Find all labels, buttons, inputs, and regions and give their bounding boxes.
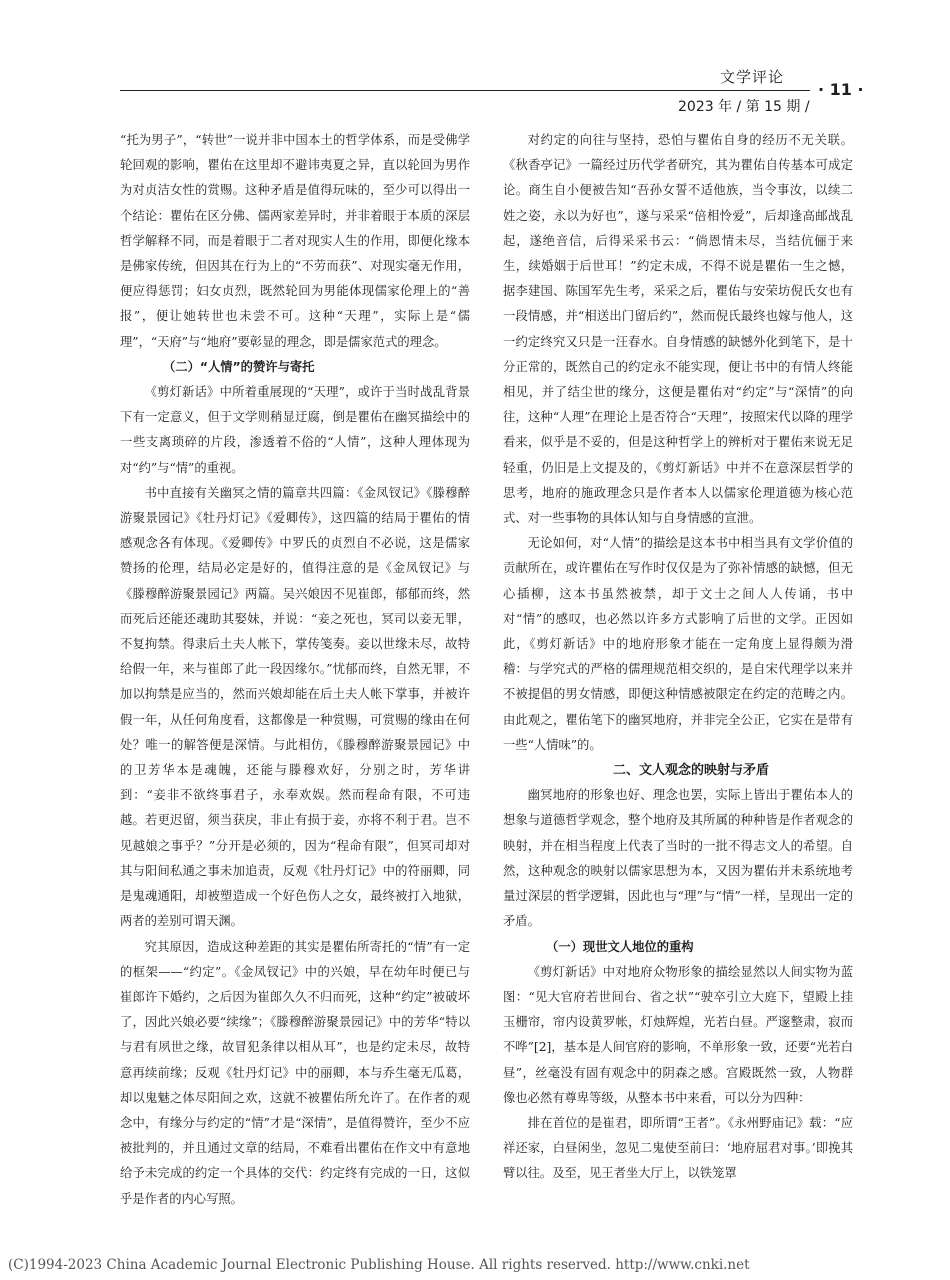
copyright-footer: (C)1994-2023 China Academic Journal Electronic Publishing House. All rights reserved. http://www.cnki.net	[8, 1257, 750, 1273]
right-column	[503, 128, 853, 1187]
page-header	[0, 0, 950, 120]
paragraph: 幽冥地府的形象也好、理念也罢，实际上皆出于瞿佑本人的想象与道德哲学观念，整个地府及其所属的种种皆是作者观念的映射，并在相当程度上代表了当时的一批不得志文人的希望。自然，这种观念的映射以儒家思想为本，又因为瞿佑并未系统地考量过深层的哲学逻辑，因此也与“理”与“情”一样，呈现出一定的矛盾。	[503, 788, 853, 929]
paragraph: 无论如何，对“人情”的描绘是这本书中相当具有文学价值的贡献所在，或许瞿佑在写作时仅仅是为了弥补情感的缺憾，但无心插柳，这本书虽然被禁，却于文士之间人人传诵，书中对“情”的感叹，也必然以许多方式影响了后世的文学。正因如此，《剪灯新话》中的地府形象才能在一定角度上显得颇为滑稽：与学究式的严格的儒理规范相交织的，是自宋代理学以来并不被提倡的男女情感，即便这种情感被限定在约定的范畴之内。由此观之，瞿佑笔下的幽冥地府，并非完全公正，它实在是带有一些“人情味”的。	[503, 536, 853, 752]
paragraph: 书中直接有关幽冥之情的篇章共四篇：《金凤钗记》《滕穆醉游聚景园记》《牡丹灯记》《爱卿传》，这四篇的结局于瞿佑的情感观念各有体现。《爱卿传》中罗氏的贞烈自不必说，这是儒家赞扬的伦理，结局必定是好的，值得注意的是《金凤钗记》与《滕穆醉游聚景园记》两篇。吴兴娘因不见崔郎，郁郁而终，然而死后还能还魂助其娶妹，并说：“妾之死也，冥司以妾无罪，不复拘禁。得隶后土夫人帐下，掌传笺奏。妾以世缘未尽，故特给假一年，来与崔郎了此一段因缘尔。”忧郁而终，自然无罪，不加以拘禁是应当的，然而兴娘却能在后土夫人帐下掌事，并被许假一年，从任何角度看，这都像是一种赏赐，可赏赐的缘由在何处？唯一的解答便是深情。与此相仿，《滕穆醉游聚景园记》中的卫芳华本是魂魄，还能与滕穆欢好，分别之时，芳华讲到：“妾非不欲终事君子，永奉欢娱。然而程命有限，不可违越。若更迟留，须当获戾，非止有损于妾，亦将不利于君。岂不见越娘之事乎？”分开是必须的，因为“程命有限”，但冥司却对其与阳间私通之事未加追责，反观《牡丹灯记》中的符丽卿，同是鬼魂通阳，却被塑造成一个好色伤人之女，最终被打入地狱，两者的差别可谓天渊。	[120, 485, 470, 929]
paragraph: 《剪灯新话》中所着重展现的“天理”，或许于当时战乱背景下有一定意义，但于文学则稍显迂腐，倒是瞿佑在幽冥描绘中的一些支离琐碎的片段，渗透着不俗的“人情”，这种人理体现为对“约”与“情”的重视。	[120, 385, 470, 475]
left-column	[120, 128, 470, 1212]
paragraph: 排在首位的是崔君，即所谓“王者”。《永州野庙记》载：“应祥还家，白昼闲坐，忽见二鬼使至前曰：‘地府屈君对事。’即挽其臂以往。及至，见王者坐大厅上，以铁笼罩	[503, 1115, 853, 1181]
paragraph: 《剪灯新话》中对地府众物形象的描绘显然以人间实物为蓝图：“见大官府若世间台、省之状”“驶卒引立大庭下，望殿上挂玉栅帘，帘内设黄罗帐，灯烛辉煌，光若白昼。严邃整肃，寂而不哗”[2]，基本是人间官府的影响，不单形象一致，还要“光若白昼”，丝毫没有固有观念中的阴森之感。宫殿既然一致，人物群像也必然有尊卑等级，从整本书中来看，可以分为四种：	[503, 964, 853, 1105]
journal-title: 文学评论	[720, 68, 785, 86]
section-heading: 二、文人观念的映射与矛盾	[612, 763, 769, 779]
subsection-heading: （一）现世文人地位的重构	[546, 939, 694, 954]
paragraph: “托为男子”，“转世”一说并非中国本土的哲学体系，而是受佛学轮回观的影响，瞿佑在这里却不避讳夷夏之异，直以轮回为男作为对贞洁女性的赏赐。这种矛盾是值得玩味的，至少可以得出一个结论：瞿佑在区分佛、儒两家差异时，并非着眼于本质的深层哲学解释不同，而是着眼于二者对现实人生的作用，即便化缘本是佛家传统，但因其在行为上的“不劳而获”、对现实毫无作用，便应得惩罚；妇女贞烈，既然轮回为男能体现儒家伦理上的“善报”，便让她转世也未尝不可。这种“天理”，实际上是“儒理”，“天府”与“地府”要彰显的理念，即是儒家范式的理念。	[120, 133, 470, 349]
issue-info: 2023 年 / 第 15 期 /	[678, 99, 810, 115]
paragraph: 对约定的向往与坚持，恐怕与瞿佑自身的经历不无关联。《秋香亭记》一篇经过历代学者研究，其为瞿佑自传基本可成定论。商生自小便被告知“吾孙女誓不适他族，当令事汝，以续二姓之姿，永以为好也”，遂与采采“倍相怜爱”，后却逢高邮战乱起，遂绝音信，后得采采书云：“倘恩情未尽，当结伉俪于来生，续婚姻于后世耳！”约定未成，不得不说是瞿佑一生之憾，据李建国、陈国军先生考，采采之后，瞿佑与安荣坊倪氏女也有一段情感，并“相送出门留后约”，然而倪氏最终也嫁与他人，这一约定终究又只是一汪春水。自身情感的缺憾外化到笔下，是十分正常的，既然自己的约定永不能实现，便让书中的有情人终能相见，并了结尘世的缘分，这便是瞿佑对“约定”与“深情”的向往，这种“人理”在理论上是否符合“天理”，按照宋代以降的理学看来，似乎是不妥的，但是这种哲学上的辨析对于瞿佑来说无足轻重，仍旧是上文提及的，《剪灯新话》中并不在意深层哲学的思考，地府的施政理念只是作者本人以儒家伦理道德为核心范式、对一些事物的具体认知与自身情感的宣泄。	[503, 133, 853, 526]
paragraph: 究其原因，造成这种差距的其实是瞿佑所寄托的“情”有一定的框架——“约定”。《金凤钗记》中的兴娘，早在幼年时便已与崔郎许下婚约，之后因为崔郎久久不归而死，这种“约定”被破坏了，因此兴娘必要“续缘”；《滕穆醉游聚景园记》中的芳华“特以与君有夙世之缘，故冒犯条律以相从耳”，也是约定未尽，故特意再续前缘；反观《牡丹灯记》中的丽卿，本与乔生毫无瓜葛，却以鬼魅之体尽阳间之欢，这就不被瞿佑所允许了。在作者的观念中，有缘分与约定的“情”才是“深情”，是值得赞许，至少不应被批判的，并且通过文章的结局，不难看出瞿佑在作文中有意地给予未完成的约定一个具体的交代：约定终有完成的一日，这似乎是作者的内心写照。	[120, 939, 470, 1206]
subsection-heading: （二）“人情”的赞许与寄托	[163, 359, 315, 374]
page-number: · 11 ·	[818, 80, 864, 99]
header-rule	[120, 90, 810, 91]
